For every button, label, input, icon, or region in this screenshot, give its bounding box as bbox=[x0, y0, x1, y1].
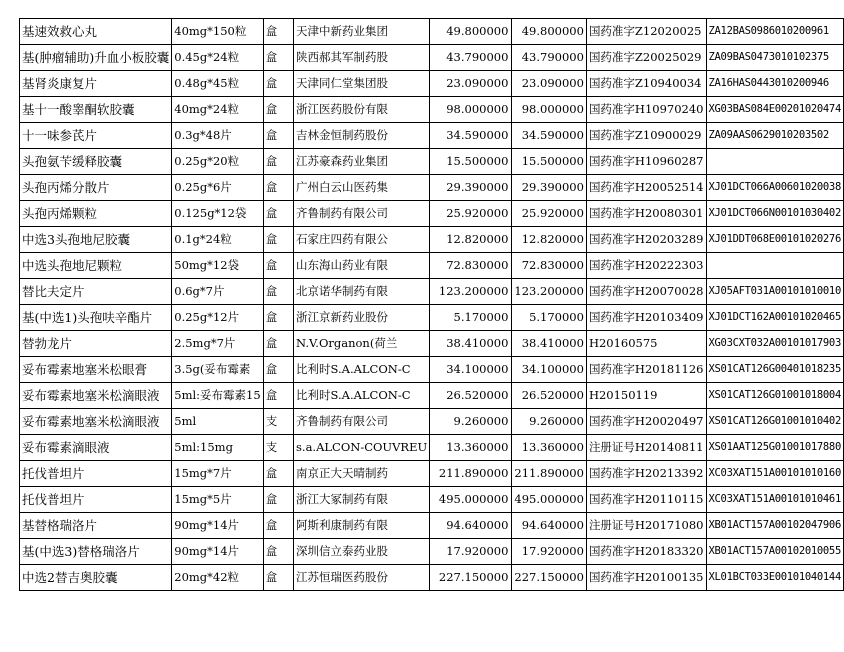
spec-cell: 20mg*42粒 bbox=[172, 565, 263, 591]
code-cell: XG03CXT032A00101017903 bbox=[706, 331, 844, 357]
drug-name-cell: 中选3头孢地尼胶囊 bbox=[20, 227, 172, 253]
retail-price-cell: 98.000000 bbox=[512, 97, 587, 123]
price-table bbox=[19, 18, 844, 591]
unit-cell: 盒 bbox=[263, 71, 293, 97]
approval-number-cell: 国药准字H20181126 bbox=[586, 357, 706, 383]
code-cell: XJ01DCT162A00101020465 bbox=[706, 305, 844, 331]
unit-cell: 盒 bbox=[263, 539, 293, 565]
table-row bbox=[20, 175, 844, 201]
code-cell: XB01ACT157A00102047906 bbox=[706, 513, 844, 539]
drug-name-cell: 基肾炎康复片 bbox=[20, 71, 172, 97]
unit-cell: 盒 bbox=[263, 331, 293, 357]
approval-number-cell: 国药准字Z12020025 bbox=[586, 19, 706, 45]
spec-cell: 0.25g*6片 bbox=[172, 175, 263, 201]
manufacturer-cell: 北京诺华制药有限 bbox=[294, 279, 430, 305]
retail-price-cell: 123.200000 bbox=[512, 279, 587, 305]
spec-cell: 5ml bbox=[172, 409, 263, 435]
retail-price-cell: 211.890000 bbox=[512, 461, 587, 487]
drug-name-cell: 基十一酸睾酮软胶囊 bbox=[20, 97, 172, 123]
spec-cell: 50mg*12袋 bbox=[172, 253, 263, 279]
retail-price-cell: 17.920000 bbox=[512, 539, 587, 565]
spec-cell: 40mg*150粒 bbox=[172, 19, 263, 45]
table-row bbox=[20, 149, 844, 175]
manufacturer-cell: 比利时S.A.ALCON-C bbox=[294, 357, 430, 383]
approval-number-cell: 注册证号H20140811 bbox=[586, 435, 706, 461]
approval-number-cell: 国药准字H10970240 bbox=[586, 97, 706, 123]
retail-price-cell: 34.100000 bbox=[512, 357, 587, 383]
drug-name-cell: 托伐普坦片 bbox=[20, 461, 172, 487]
drug-name-cell: 托伐普坦片 bbox=[20, 487, 172, 513]
unit-cell: 盒 bbox=[263, 45, 293, 71]
price-cell: 23.090000 bbox=[430, 71, 512, 97]
spec-cell: 15mg*5片 bbox=[172, 487, 263, 513]
retail-price-cell: 227.150000 bbox=[512, 565, 587, 591]
price-cell: 25.920000 bbox=[430, 201, 512, 227]
retail-price-cell: 49.800000 bbox=[512, 19, 587, 45]
unit-cell: 支 bbox=[263, 435, 293, 461]
spec-cell: 0.45g*24粒 bbox=[172, 45, 263, 71]
code-cell: XB01ACT157A00102010055 bbox=[706, 539, 844, 565]
retail-price-cell: 29.390000 bbox=[512, 175, 587, 201]
drug-name-cell: 妥布霉素地塞米松滴眼液 bbox=[20, 383, 172, 409]
table-row bbox=[20, 305, 844, 331]
retail-price-cell: 34.590000 bbox=[512, 123, 587, 149]
manufacturer-cell: 江苏豪森药业集团 bbox=[294, 149, 430, 175]
table-row bbox=[20, 461, 844, 487]
approval-number-cell: 国药准字H20110115 bbox=[586, 487, 706, 513]
approval-number-cell: 国药准字H20203289 bbox=[586, 227, 706, 253]
manufacturer-cell: 天津中新药业集团 bbox=[294, 19, 430, 45]
approval-number-cell: 国药准字H20103409 bbox=[586, 305, 706, 331]
table-row bbox=[20, 201, 844, 227]
table-row bbox=[20, 279, 844, 305]
price-cell: 49.800000 bbox=[430, 19, 512, 45]
unit-cell: 盒 bbox=[263, 565, 293, 591]
price-cell: 94.640000 bbox=[430, 513, 512, 539]
manufacturer-cell: 南京正大天晴制药 bbox=[294, 461, 430, 487]
manufacturer-cell: 石家庄四药有限公 bbox=[294, 227, 430, 253]
spec-cell: 90mg*14片 bbox=[172, 539, 263, 565]
unit-cell: 盒 bbox=[263, 149, 293, 175]
drug-name-cell: 妥布霉素地塞米松眼膏 bbox=[20, 357, 172, 383]
drug-name-cell: 十一味参芪片 bbox=[20, 123, 172, 149]
code-cell: XJ01DDT068E00101020276 bbox=[706, 227, 844, 253]
approval-number-cell: 国药准字H20222303 bbox=[586, 253, 706, 279]
table-row bbox=[20, 487, 844, 513]
code-cell: XS01CAT126G00401018235 bbox=[706, 357, 844, 383]
approval-number-cell: 国药准字H20080301 bbox=[586, 201, 706, 227]
spec-cell: 90mg*14片 bbox=[172, 513, 263, 539]
drug-name-cell: 替勃龙片 bbox=[20, 331, 172, 357]
spec-cell: 5ml:15mg bbox=[172, 435, 263, 461]
manufacturer-cell: 江苏恒瑞医药股份 bbox=[294, 565, 430, 591]
drug-name-cell: 妥布霉素滴眼液 bbox=[20, 435, 172, 461]
price-cell: 43.790000 bbox=[430, 45, 512, 71]
code-cell bbox=[706, 253, 844, 279]
price-cell: 211.890000 bbox=[430, 461, 512, 487]
price-cell: 34.590000 bbox=[430, 123, 512, 149]
approval-number-cell: 国药准字H20213392 bbox=[586, 461, 706, 487]
spec-cell: 2.5mg*7片 bbox=[172, 331, 263, 357]
code-cell: XS01AAT125G01001017880 bbox=[706, 435, 844, 461]
approval-number-cell: 国药准字H20052514 bbox=[586, 175, 706, 201]
code-cell: ZA09AAS0629010203502 bbox=[706, 123, 844, 149]
code-cell: XJ05AFT031A00101010010 bbox=[706, 279, 844, 305]
unit-cell: 盒 bbox=[263, 19, 293, 45]
price-cell: 26.520000 bbox=[430, 383, 512, 409]
retail-price-cell: 12.820000 bbox=[512, 227, 587, 253]
code-cell: ZA09BAS0473010102375 bbox=[706, 45, 844, 71]
unit-cell: 盒 bbox=[263, 123, 293, 149]
unit-cell: 盒 bbox=[263, 175, 293, 201]
retail-price-cell: 26.520000 bbox=[512, 383, 587, 409]
drug-name-cell: 基替格瑞洛片 bbox=[20, 513, 172, 539]
drug-name-cell: 中选头孢地尼颗粒 bbox=[20, 253, 172, 279]
unit-cell: 盒 bbox=[263, 487, 293, 513]
approval-number-cell: 国药准字H20100135 bbox=[586, 565, 706, 591]
retail-price-cell: 15.500000 bbox=[512, 149, 587, 175]
manufacturer-cell: 山东海山药业有限 bbox=[294, 253, 430, 279]
table-row bbox=[20, 45, 844, 71]
code-cell: XC03XAT151A00101010160 bbox=[706, 461, 844, 487]
manufacturer-cell: 阿斯利康制药有限 bbox=[294, 513, 430, 539]
manufacturer-cell: s.a.ALCON-COUVREU bbox=[294, 435, 430, 461]
manufacturer-cell: 深圳信立泰药业股 bbox=[294, 539, 430, 565]
price-cell: 38.410000 bbox=[430, 331, 512, 357]
price-cell: 9.260000 bbox=[430, 409, 512, 435]
unit-cell: 盒 bbox=[263, 513, 293, 539]
price-cell: 15.500000 bbox=[430, 149, 512, 175]
spec-cell: 0.1g*24粒 bbox=[172, 227, 263, 253]
manufacturer-cell: 吉林金恒制药股份 bbox=[294, 123, 430, 149]
manufacturer-cell: 陕西郝其军制药股 bbox=[294, 45, 430, 71]
manufacturer-cell: 比利时S.A.ALCON-C bbox=[294, 383, 430, 409]
retail-price-cell: 495.000000 bbox=[512, 487, 587, 513]
retail-price-cell: 25.920000 bbox=[512, 201, 587, 227]
spec-cell: 0.25g*20粒 bbox=[172, 149, 263, 175]
code-cell: ZA16HAS0443010200946 bbox=[706, 71, 844, 97]
unit-cell: 盒 bbox=[263, 383, 293, 409]
unit-cell: 盒 bbox=[263, 357, 293, 383]
retail-price-cell: 72.830000 bbox=[512, 253, 587, 279]
price-cell: 13.360000 bbox=[430, 435, 512, 461]
price-cell: 227.150000 bbox=[430, 565, 512, 591]
manufacturer-cell: 天津同仁堂集团股 bbox=[294, 71, 430, 97]
drug-name-cell: 基(中选3)替格瑞洛片 bbox=[20, 539, 172, 565]
manufacturer-cell: 齐鲁制药有限公司 bbox=[294, 201, 430, 227]
approval-number-cell: 国药准字H20070028 bbox=[586, 279, 706, 305]
manufacturer-cell: 浙江医药股份有限 bbox=[294, 97, 430, 123]
drug-name-cell: 基(中选1)头孢呋辛酯片 bbox=[20, 305, 172, 331]
table-row bbox=[20, 357, 844, 383]
spec-cell: 0.6g*7片 bbox=[172, 279, 263, 305]
unit-cell: 盒 bbox=[263, 227, 293, 253]
table-row bbox=[20, 565, 844, 591]
retail-price-cell: 23.090000 bbox=[512, 71, 587, 97]
spec-cell: 0.3g*48片 bbox=[172, 123, 263, 149]
spec-cell: 15mg*7片 bbox=[172, 461, 263, 487]
retail-price-cell: 94.640000 bbox=[512, 513, 587, 539]
price-cell: 98.000000 bbox=[430, 97, 512, 123]
table-row bbox=[20, 331, 844, 357]
retail-price-cell: 43.790000 bbox=[512, 45, 587, 71]
approval-number-cell: H20160575 bbox=[586, 331, 706, 357]
drug-name-cell: 基(肿瘤辅助)升血小板胶囊 bbox=[20, 45, 172, 71]
price-cell: 72.830000 bbox=[430, 253, 512, 279]
unit-cell: 盒 bbox=[263, 305, 293, 331]
manufacturer-cell: 齐鲁制药有限公司 bbox=[294, 409, 430, 435]
drug-name-cell: 头孢氨苄缓释胶囊 bbox=[20, 149, 172, 175]
spec-cell: 0.48g*45粒 bbox=[172, 71, 263, 97]
code-cell: XC03XAT151A00101010461 bbox=[706, 487, 844, 513]
table-row bbox=[20, 253, 844, 279]
table-row bbox=[20, 513, 844, 539]
manufacturer-cell: 广州白云山医药集 bbox=[294, 175, 430, 201]
spec-cell: 5ml:妥布霉素15 bbox=[172, 383, 263, 409]
table-row bbox=[20, 409, 844, 435]
approval-number-cell: 国药准字H20183320 bbox=[586, 539, 706, 565]
code-cell: XG03BAS084E00201020474 bbox=[706, 97, 844, 123]
price-cell: 17.920000 bbox=[430, 539, 512, 565]
unit-cell: 支 bbox=[263, 409, 293, 435]
table-row bbox=[20, 19, 844, 45]
unit-cell: 盒 bbox=[263, 279, 293, 305]
manufacturer-cell: N.V.Organon(荷兰 bbox=[294, 331, 430, 357]
approval-number-cell: 国药准字Z10900029 bbox=[586, 123, 706, 149]
code-cell: ZA12BAS0986010200961 bbox=[706, 19, 844, 45]
retail-price-cell: 38.410000 bbox=[512, 331, 587, 357]
unit-cell: 盒 bbox=[263, 97, 293, 123]
drug-name-cell: 头孢丙烯颗粒 bbox=[20, 201, 172, 227]
table-row bbox=[20, 97, 844, 123]
approval-number-cell: 国药准字Z10940034 bbox=[586, 71, 706, 97]
approval-number-cell: H20150119 bbox=[586, 383, 706, 409]
manufacturer-cell: 浙江大冢制药有限 bbox=[294, 487, 430, 513]
price-cell: 495.000000 bbox=[430, 487, 512, 513]
table-row bbox=[20, 227, 844, 253]
retail-price-cell: 5.170000 bbox=[512, 305, 587, 331]
table-row bbox=[20, 539, 844, 565]
price-cell: 123.200000 bbox=[430, 279, 512, 305]
approval-number-cell: 国药准字H10960287 bbox=[586, 149, 706, 175]
spec-cell: 40mg*24粒 bbox=[172, 97, 263, 123]
unit-cell: 盒 bbox=[263, 201, 293, 227]
price-cell: 5.170000 bbox=[430, 305, 512, 331]
price-cell: 29.390000 bbox=[430, 175, 512, 201]
code-cell: XJ01DCT066A00601020038 bbox=[706, 175, 844, 201]
price-cell: 34.100000 bbox=[430, 357, 512, 383]
manufacturer-cell: 浙江京新药业股份 bbox=[294, 305, 430, 331]
spec-cell: 3.5g(妥布霉素 bbox=[172, 357, 263, 383]
drug-name-cell: 替比夫定片 bbox=[20, 279, 172, 305]
code-cell: XS01CAT126G01001018004 bbox=[706, 383, 844, 409]
retail-price-cell: 13.360000 bbox=[512, 435, 587, 461]
table-row bbox=[20, 435, 844, 461]
table-row bbox=[20, 123, 844, 149]
table-row bbox=[20, 383, 844, 409]
code-cell bbox=[706, 149, 844, 175]
unit-cell: 盒 bbox=[263, 461, 293, 487]
drug-name-cell: 基速效救心丸 bbox=[20, 19, 172, 45]
code-cell: XJ01DCT066N00101030402 bbox=[706, 201, 844, 227]
code-cell: XL01BCT033E00101040144 bbox=[706, 565, 844, 591]
drug-name-cell: 头孢丙烯分散片 bbox=[20, 175, 172, 201]
approval-number-cell: 注册证号H20171080 bbox=[586, 513, 706, 539]
unit-cell: 盒 bbox=[263, 253, 293, 279]
spec-cell: 0.25g*12片 bbox=[172, 305, 263, 331]
approval-number-cell: 国药准字H20020497 bbox=[586, 409, 706, 435]
drug-name-cell: 中选2替吉奥胶囊 bbox=[20, 565, 172, 591]
drug-name-cell: 妥布霉素地塞米松滴眼液 bbox=[20, 409, 172, 435]
code-cell: XS01CAT126G01001010402 bbox=[706, 409, 844, 435]
retail-price-cell: 9.260000 bbox=[512, 409, 587, 435]
price-cell: 12.820000 bbox=[430, 227, 512, 253]
spec-cell: 0.125g*12袋 bbox=[172, 201, 263, 227]
approval-number-cell: 国药准字Z20025029 bbox=[586, 45, 706, 71]
table-row bbox=[20, 71, 844, 97]
